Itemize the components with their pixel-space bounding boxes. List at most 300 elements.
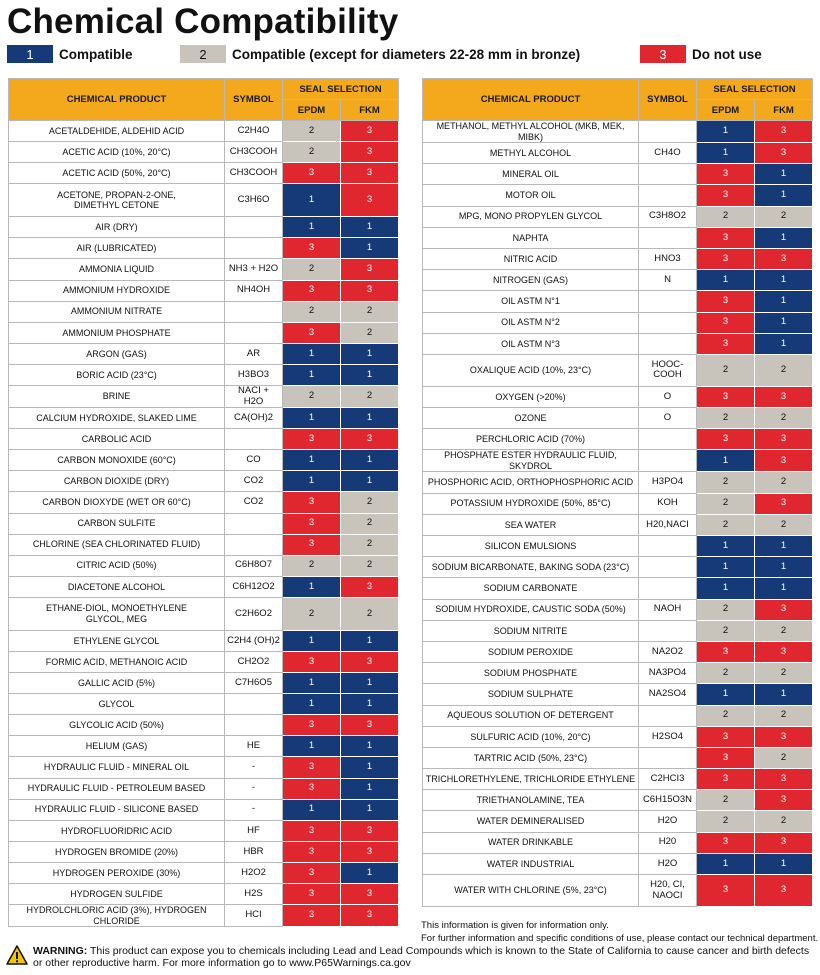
chemical-product-cell: HYDRAULIC FLUID - SILICONE BASED bbox=[9, 799, 225, 820]
chemical-product-cell: WATER DRINKABLE bbox=[423, 832, 639, 853]
table-row bbox=[9, 555, 399, 576]
fkm-rating-cell: 2 bbox=[755, 811, 813, 832]
fkm-rating-cell: 3 bbox=[341, 820, 399, 841]
compatibility-table-left bbox=[8, 78, 399, 927]
table-row bbox=[9, 429, 399, 450]
symbol-cell: O bbox=[639, 386, 697, 407]
symbol-cell bbox=[639, 450, 697, 472]
fkm-rating-cell: 1 bbox=[341, 364, 399, 385]
epdm-rating-cell: 1 bbox=[697, 536, 755, 557]
epdm-rating-cell: 1 bbox=[283, 630, 341, 651]
table-row bbox=[423, 557, 813, 578]
epdm-rating-cell: 3 bbox=[283, 715, 341, 736]
chemical-product-cell: MINERAL OIL bbox=[423, 164, 639, 185]
chemical-product-cell: OXALIQUE ACID (10%, 23°C) bbox=[423, 354, 639, 386]
chemical-product-cell: SILICON EMULSIONS bbox=[423, 536, 639, 557]
header-epdm: EPDM bbox=[283, 100, 341, 121]
symbol-cell: H3PO4 bbox=[639, 472, 697, 493]
symbol-cell: C2H4O bbox=[225, 121, 283, 142]
fkm-rating-cell: 1 bbox=[755, 227, 813, 248]
chemical-product-cell: PERCHLORIC ACID (70%) bbox=[423, 429, 639, 450]
chemical-product-cell: HYDROFLUORIDRIC ACID bbox=[9, 820, 225, 841]
epdm-rating-cell: 2 bbox=[697, 472, 755, 493]
table-row bbox=[423, 206, 813, 227]
symbol-cell: H3BO3 bbox=[225, 364, 283, 385]
chemical-product-cell: TRICHLORETHYLENE, TRICHLORIDE ETHYLENE bbox=[423, 769, 639, 790]
header-symbol: SYMBOL bbox=[639, 79, 697, 121]
fkm-rating-cell: 3 bbox=[341, 651, 399, 672]
epdm-rating-cell: 1 bbox=[283, 471, 341, 492]
chemical-product-cell: SULFURIC ACID (10%, 20°C) bbox=[423, 726, 639, 747]
fkm-rating-cell: 3 bbox=[341, 121, 399, 142]
epdm-rating-cell: 2 bbox=[697, 514, 755, 535]
header-symbol: SYMBOL bbox=[225, 79, 283, 121]
symbol-cell: CO2 bbox=[225, 492, 283, 513]
chemical-product-cell: CARBON SULFITE bbox=[9, 513, 225, 534]
chemical-product-cell: SODIUM CARBONATE bbox=[423, 578, 639, 599]
chemical-product-cell: HYDRAULIC FLUID - PETROLEUM BASED bbox=[9, 778, 225, 799]
chemical-product-cell: AIR (LUBRICATED) bbox=[9, 238, 225, 259]
chemical-product-cell: AMMONIA LIQUID bbox=[9, 259, 225, 280]
symbol-cell: O bbox=[639, 408, 697, 429]
chemical-product-cell: SEA WATER bbox=[423, 514, 639, 535]
table-row bbox=[423, 386, 813, 407]
table-row bbox=[9, 905, 399, 927]
table-row bbox=[423, 270, 813, 291]
fkm-rating-cell: 3 bbox=[341, 259, 399, 280]
symbol-cell: C3H6O bbox=[225, 184, 283, 217]
symbol-cell bbox=[639, 705, 697, 726]
table-row bbox=[423, 620, 813, 641]
fkm-rating-cell: 1 bbox=[755, 684, 813, 705]
table-row bbox=[423, 599, 813, 620]
chemical-product-cell: ACETALDEHIDE, ALDEHID ACID bbox=[9, 121, 225, 142]
table-row bbox=[9, 757, 399, 778]
chemical-product-cell: FORMIC ACID, METHANOIC ACID bbox=[9, 651, 225, 672]
symbol-cell bbox=[225, 322, 283, 343]
table-row bbox=[9, 217, 399, 238]
table-row bbox=[9, 301, 399, 322]
symbol-cell bbox=[639, 185, 697, 206]
chemical-product-cell: GLYCOLIC ACID (50%) bbox=[9, 715, 225, 736]
table-row bbox=[9, 386, 399, 408]
chemical-product-cell: WATER DEMINERALISED bbox=[423, 811, 639, 832]
symbol-cell: CO bbox=[225, 450, 283, 471]
fkm-rating-cell: 2 bbox=[341, 386, 399, 408]
fkm-rating-cell: 1 bbox=[341, 471, 399, 492]
header-epdm: EPDM bbox=[697, 100, 755, 121]
symbol-cell: HBR bbox=[225, 841, 283, 862]
table-row bbox=[423, 493, 813, 514]
epdm-rating-cell: 2 bbox=[283, 597, 341, 630]
symbol-cell bbox=[225, 301, 283, 322]
epdm-rating-cell: 3 bbox=[283, 429, 341, 450]
chemical-product-cell: BRINE bbox=[9, 386, 225, 408]
page-title: Chemical Compatibility bbox=[7, 2, 399, 41]
symbol-cell: CO2 bbox=[225, 471, 283, 492]
chemical-product-cell: HELIUM (GAS) bbox=[9, 736, 225, 757]
epdm-rating-cell: 3 bbox=[697, 312, 755, 333]
epdm-rating-cell: 2 bbox=[697, 493, 755, 514]
epdm-rating-cell: 3 bbox=[697, 227, 755, 248]
epdm-rating-cell: 2 bbox=[697, 206, 755, 227]
epdm-rating-cell: 1 bbox=[697, 143, 755, 164]
table-row bbox=[9, 651, 399, 672]
epdm-rating-cell: 1 bbox=[697, 684, 755, 705]
symbol-cell: HF bbox=[225, 820, 283, 841]
legend-swatch-partial: 2 bbox=[180, 45, 226, 63]
chemical-product-cell: AMMONIUM NITRATE bbox=[9, 301, 225, 322]
fkm-rating-cell: 2 bbox=[341, 322, 399, 343]
fkm-rating-cell: 3 bbox=[755, 832, 813, 853]
fkm-rating-cell: 1 bbox=[755, 185, 813, 206]
fkm-rating-cell: 1 bbox=[341, 862, 399, 883]
chemical-product-cell: OIL ASTM N°1 bbox=[423, 291, 639, 312]
table-row bbox=[423, 333, 813, 354]
fkm-rating-cell: 1 bbox=[755, 164, 813, 185]
symbol-cell: H2O bbox=[639, 811, 697, 832]
symbol-cell: NH4OH bbox=[225, 280, 283, 301]
table-row bbox=[9, 322, 399, 343]
chemical-product-cell: CARBON DIOXIDE (DRY) bbox=[9, 471, 225, 492]
table-row bbox=[9, 694, 399, 715]
epdm-rating-cell: 3 bbox=[697, 769, 755, 790]
legend-do-not-use bbox=[640, 45, 762, 63]
epdm-rating-cell: 3 bbox=[283, 280, 341, 301]
symbol-cell: C6H8O7 bbox=[225, 555, 283, 576]
epdm-rating-cell: 1 bbox=[283, 450, 341, 471]
fkm-rating-cell: 2 bbox=[341, 555, 399, 576]
epdm-rating-cell: 2 bbox=[283, 301, 341, 322]
fkm-rating-cell: 3 bbox=[755, 790, 813, 811]
fkm-rating-cell: 2 bbox=[341, 492, 399, 513]
chemical-product-cell: NITROGEN (GAS) bbox=[423, 270, 639, 291]
table-body-left bbox=[9, 121, 399, 927]
fkm-rating-cell: 2 bbox=[755, 472, 813, 493]
chemical-product-cell: DIACETONE ALCOHOL bbox=[9, 576, 225, 597]
table-row bbox=[423, 291, 813, 312]
chemical-product-cell: BORIC ACID (23°C) bbox=[9, 364, 225, 385]
fkm-rating-cell: 1 bbox=[341, 217, 399, 238]
table-row bbox=[9, 450, 399, 471]
symbol-cell: - bbox=[225, 757, 283, 778]
symbol-cell bbox=[225, 513, 283, 534]
chemical-product-cell: MPG, MONO PROPYLEN GLYCOL bbox=[423, 206, 639, 227]
symbol-cell: - bbox=[225, 778, 283, 799]
fkm-rating-cell: 3 bbox=[341, 280, 399, 301]
chemical-product-cell: WATER WITH CHLORINE (5%, 23°C) bbox=[423, 875, 639, 907]
epdm-rating-cell: 3 bbox=[283, 238, 341, 259]
chemical-product-cell: GALLIC ACID (5%) bbox=[9, 673, 225, 694]
fkm-rating-cell: 1 bbox=[755, 853, 813, 874]
fkm-rating-cell: 1 bbox=[755, 270, 813, 291]
fkm-rating-cell: 1 bbox=[341, 736, 399, 757]
legend-swatch-do-not-use: 3 bbox=[640, 45, 686, 63]
table-body-right bbox=[423, 121, 813, 907]
epdm-rating-cell: 2 bbox=[697, 705, 755, 726]
table-row bbox=[9, 715, 399, 736]
epdm-rating-cell: 1 bbox=[283, 736, 341, 757]
table-row bbox=[9, 280, 399, 301]
symbol-cell bbox=[225, 217, 283, 238]
epdm-rating-cell: 2 bbox=[697, 663, 755, 684]
fkm-rating-cell: 1 bbox=[341, 343, 399, 364]
epdm-rating-cell: 3 bbox=[283, 757, 341, 778]
info-line-2: For further information and specific conditions of use, please contact our technical department. bbox=[421, 933, 819, 944]
symbol-cell: C3H8O2 bbox=[639, 206, 697, 227]
symbol-cell: C2HCI3 bbox=[639, 769, 697, 790]
table-row bbox=[9, 820, 399, 841]
symbol-cell bbox=[639, 333, 697, 354]
symbol-cell bbox=[225, 715, 283, 736]
chemical-product-cell: ACETIC ACID (10%, 20°C) bbox=[9, 142, 225, 163]
fkm-rating-cell: 1 bbox=[341, 630, 399, 651]
symbol-cell bbox=[225, 534, 283, 555]
table-row bbox=[9, 184, 399, 217]
table-row bbox=[423, 832, 813, 853]
table-row bbox=[423, 121, 813, 143]
fkm-rating-cell: 3 bbox=[755, 248, 813, 269]
epdm-rating-cell: 3 bbox=[697, 248, 755, 269]
epdm-rating-cell: 3 bbox=[283, 651, 341, 672]
fkm-rating-cell: 3 bbox=[755, 769, 813, 790]
symbol-cell: C2H6O2 bbox=[225, 597, 283, 630]
table-row bbox=[9, 121, 399, 142]
table-row bbox=[9, 364, 399, 385]
fkm-rating-cell: 3 bbox=[341, 163, 399, 184]
table-row bbox=[9, 142, 399, 163]
chemical-product-cell: AMMONIUM HYDROXIDE bbox=[9, 280, 225, 301]
fkm-rating-cell: 3 bbox=[341, 429, 399, 450]
epdm-rating-cell: 3 bbox=[283, 884, 341, 905]
symbol-cell: NA2O2 bbox=[639, 641, 697, 662]
chemical-product-cell: HYDROGEN PEROXIDE (30%) bbox=[9, 862, 225, 883]
symbol-cell bbox=[639, 164, 697, 185]
symbol-cell: H2S bbox=[225, 884, 283, 905]
table-row bbox=[9, 513, 399, 534]
epdm-rating-cell: 2 bbox=[283, 121, 341, 142]
epdm-rating-cell: 3 bbox=[283, 163, 341, 184]
fkm-rating-cell: 2 bbox=[755, 747, 813, 768]
chemical-product-cell: CARBOLIC ACID bbox=[9, 429, 225, 450]
header-chemical-product: CHEMICAL PRODUCT bbox=[9, 79, 225, 121]
symbol-cell bbox=[225, 694, 283, 715]
table-row bbox=[9, 259, 399, 280]
legend-compatible bbox=[7, 45, 133, 63]
legend-partial bbox=[180, 45, 580, 63]
table-row bbox=[423, 853, 813, 874]
chemical-product-cell: HYDROGEN SULFIDE bbox=[9, 884, 225, 905]
epdm-rating-cell: 3 bbox=[283, 513, 341, 534]
table-row bbox=[9, 163, 399, 184]
symbol-cell: HE bbox=[225, 736, 283, 757]
symbol-cell: CH3COOH bbox=[225, 142, 283, 163]
header-seal-selection: SEAL SELECTION bbox=[697, 79, 813, 100]
fkm-rating-cell: 1 bbox=[755, 578, 813, 599]
chemical-product-cell: HYDROGEN BROMIDE (20%) bbox=[9, 841, 225, 862]
epdm-rating-cell: 1 bbox=[283, 408, 341, 429]
epdm-rating-cell: 2 bbox=[697, 599, 755, 620]
warning-triangle-icon bbox=[6, 945, 28, 965]
epdm-rating-cell: 2 bbox=[697, 408, 755, 429]
epdm-rating-cell: 3 bbox=[283, 534, 341, 555]
fkm-rating-cell: 1 bbox=[755, 291, 813, 312]
epdm-rating-cell: 1 bbox=[697, 853, 755, 874]
fkm-rating-cell: 1 bbox=[341, 450, 399, 471]
table-row bbox=[9, 630, 399, 651]
chemical-product-cell: TRIETHANOLAMINE, TEA bbox=[423, 790, 639, 811]
table-row bbox=[423, 164, 813, 185]
legend-label-partial: Compatible (except for diameters 22-28 mm in bronze) bbox=[232, 46, 581, 62]
header-chemical-product: CHEMICAL PRODUCT bbox=[423, 79, 639, 121]
chemical-product-cell: CALCIUM HYDROXIDE, SLAKED LIME bbox=[9, 408, 225, 429]
header-seal-selection: SEAL SELECTION bbox=[283, 79, 399, 100]
epdm-rating-cell: 1 bbox=[283, 364, 341, 385]
fkm-rating-cell: 3 bbox=[755, 450, 813, 472]
epdm-rating-cell: 3 bbox=[697, 291, 755, 312]
table-row bbox=[9, 534, 399, 555]
compatibility-table-right bbox=[422, 78, 813, 907]
epdm-rating-cell: 3 bbox=[697, 832, 755, 853]
fkm-rating-cell: 2 bbox=[755, 705, 813, 726]
epdm-rating-cell: 3 bbox=[283, 492, 341, 513]
chemical-product-cell: ARGON (GAS) bbox=[9, 343, 225, 364]
info-line-1: This information is given for information only. bbox=[421, 920, 609, 931]
table-row bbox=[423, 312, 813, 333]
table-row bbox=[423, 641, 813, 662]
chemical-product-cell: OIL ASTM N°3 bbox=[423, 333, 639, 354]
symbol-cell bbox=[639, 312, 697, 333]
fkm-rating-cell: 3 bbox=[755, 726, 813, 747]
symbol-cell: AR bbox=[225, 343, 283, 364]
fkm-rating-cell: 2 bbox=[341, 534, 399, 555]
chemical-product-cell: HYDROLCHLORIC ACID (3%), HYDROGEN CHLORIDE bbox=[9, 905, 225, 927]
fkm-rating-cell: 2 bbox=[755, 206, 813, 227]
symbol-cell: H2SO4 bbox=[639, 726, 697, 747]
chemical-product-cell: SODIUM HYDROXIDE, CAUSTIC SODA (50%) bbox=[423, 599, 639, 620]
symbol-cell: HNO3 bbox=[639, 248, 697, 269]
table-row bbox=[9, 778, 399, 799]
chemical-product-cell: TARTRIC ACID (50%, 23°C) bbox=[423, 747, 639, 768]
chemical-product-cell: ACETONE, PROPAN-2-ONE, DIMETHYL CETONE bbox=[9, 184, 225, 217]
table-row bbox=[423, 811, 813, 832]
fkm-rating-cell: 3 bbox=[755, 429, 813, 450]
epdm-rating-cell: 2 bbox=[283, 259, 341, 280]
chemical-product-cell: ETHYLENE GLYCOL bbox=[9, 630, 225, 651]
symbol-cell: NA3PO4 bbox=[639, 663, 697, 684]
chemical-product-cell: NITRIC ACID bbox=[423, 248, 639, 269]
table-row bbox=[423, 536, 813, 557]
symbol-cell: NAOH bbox=[639, 599, 697, 620]
table-row bbox=[9, 673, 399, 694]
table-row bbox=[423, 429, 813, 450]
symbol-cell: CH4O bbox=[639, 143, 697, 164]
epdm-rating-cell: 3 bbox=[697, 875, 755, 907]
chemical-product-cell: PHOSPHORIC ACID, ORTHOPHOSPHORIC ACID bbox=[423, 472, 639, 493]
warning-label: WARNING: bbox=[33, 945, 88, 957]
fkm-rating-cell: 3 bbox=[341, 576, 399, 597]
table-row bbox=[423, 705, 813, 726]
symbol-cell: C6H12O2 bbox=[225, 576, 283, 597]
chemical-product-cell: CARBON DIOXYDE (WET OR 60°C) bbox=[9, 492, 225, 513]
table-row bbox=[423, 354, 813, 386]
symbol-cell: - bbox=[225, 799, 283, 820]
fkm-rating-cell: 3 bbox=[341, 715, 399, 736]
fkm-rating-cell: 3 bbox=[755, 386, 813, 407]
symbol-cell bbox=[225, 429, 283, 450]
epdm-rating-cell: 3 bbox=[283, 862, 341, 883]
epdm-rating-cell: 1 bbox=[283, 343, 341, 364]
symbol-cell: NACI + H2O bbox=[225, 386, 283, 408]
chemical-product-cell: SODIUM PEROXIDE bbox=[423, 641, 639, 662]
warning-text: This product can expose you to chemicals including Lead and Lead Compounds which is known to the State of California to cause cancer and birth defects or other reproductive harm. For more information go to www.P65Warnings.ca.gov bbox=[33, 945, 810, 969]
fkm-rating-cell: 3 bbox=[341, 884, 399, 905]
fkm-rating-cell: 3 bbox=[755, 143, 813, 164]
chemical-product-cell: OIL ASTM N°2 bbox=[423, 312, 639, 333]
legend-label-compatible: Compatible bbox=[59, 46, 133, 62]
chemical-product-cell: AMMONIUM PHOSPHATE bbox=[9, 322, 225, 343]
epdm-rating-cell: 3 bbox=[697, 386, 755, 407]
fkm-rating-cell: 3 bbox=[755, 121, 813, 143]
chemical-product-cell: CARBON MONOXIDE (60°C) bbox=[9, 450, 225, 471]
chemical-product-cell: WATER INDUSTRIAL bbox=[423, 853, 639, 874]
epdm-rating-cell: 1 bbox=[697, 121, 755, 143]
epdm-rating-cell: 3 bbox=[697, 333, 755, 354]
symbol-cell bbox=[639, 227, 697, 248]
chemical-product-cell: SODIUM BICARBONATE, BAKING SODA (23°C) bbox=[423, 557, 639, 578]
table-row bbox=[9, 343, 399, 364]
epdm-rating-cell: 1 bbox=[283, 217, 341, 238]
table-row bbox=[9, 799, 399, 820]
epdm-rating-cell: 1 bbox=[697, 270, 755, 291]
table-row bbox=[423, 450, 813, 472]
fkm-rating-cell: 1 bbox=[755, 333, 813, 354]
epdm-rating-cell: 3 bbox=[697, 164, 755, 185]
table-row bbox=[423, 514, 813, 535]
symbol-cell bbox=[639, 557, 697, 578]
chemical-product-cell: SODIUM SULPHATE bbox=[423, 684, 639, 705]
fkm-rating-cell: 2 bbox=[341, 513, 399, 534]
legend-label-do-not-use: Do not use bbox=[692, 46, 762, 62]
fkm-rating-cell: 3 bbox=[341, 841, 399, 862]
epdm-rating-cell: 1 bbox=[283, 694, 341, 715]
symbol-cell bbox=[639, 578, 697, 599]
epdm-rating-cell: 1 bbox=[283, 184, 341, 217]
table-row bbox=[9, 471, 399, 492]
fkm-rating-cell: 1 bbox=[755, 557, 813, 578]
symbol-cell: NA2SO4 bbox=[639, 684, 697, 705]
epdm-rating-cell: 3 bbox=[697, 726, 755, 747]
epdm-rating-cell: 3 bbox=[697, 429, 755, 450]
epdm-rating-cell: 1 bbox=[283, 799, 341, 820]
symbol-cell: CH3COOH bbox=[225, 163, 283, 184]
fkm-rating-cell: 3 bbox=[341, 142, 399, 163]
symbol-cell bbox=[639, 121, 697, 143]
epdm-rating-cell: 3 bbox=[283, 778, 341, 799]
chemical-product-cell: CITRIC ACID (50%) bbox=[9, 555, 225, 576]
symbol-cell: CH2O2 bbox=[225, 651, 283, 672]
fkm-rating-cell: 1 bbox=[341, 778, 399, 799]
symbol-cell: H2O bbox=[639, 853, 697, 874]
table-row bbox=[9, 841, 399, 862]
fkm-rating-cell: 1 bbox=[341, 757, 399, 778]
symbol-cell: C6H15O3N bbox=[639, 790, 697, 811]
fkm-rating-cell: 3 bbox=[755, 493, 813, 514]
table-row bbox=[9, 408, 399, 429]
table-row bbox=[423, 726, 813, 747]
legend-swatch-compatible: 1 bbox=[7, 45, 53, 63]
table-row bbox=[423, 747, 813, 768]
